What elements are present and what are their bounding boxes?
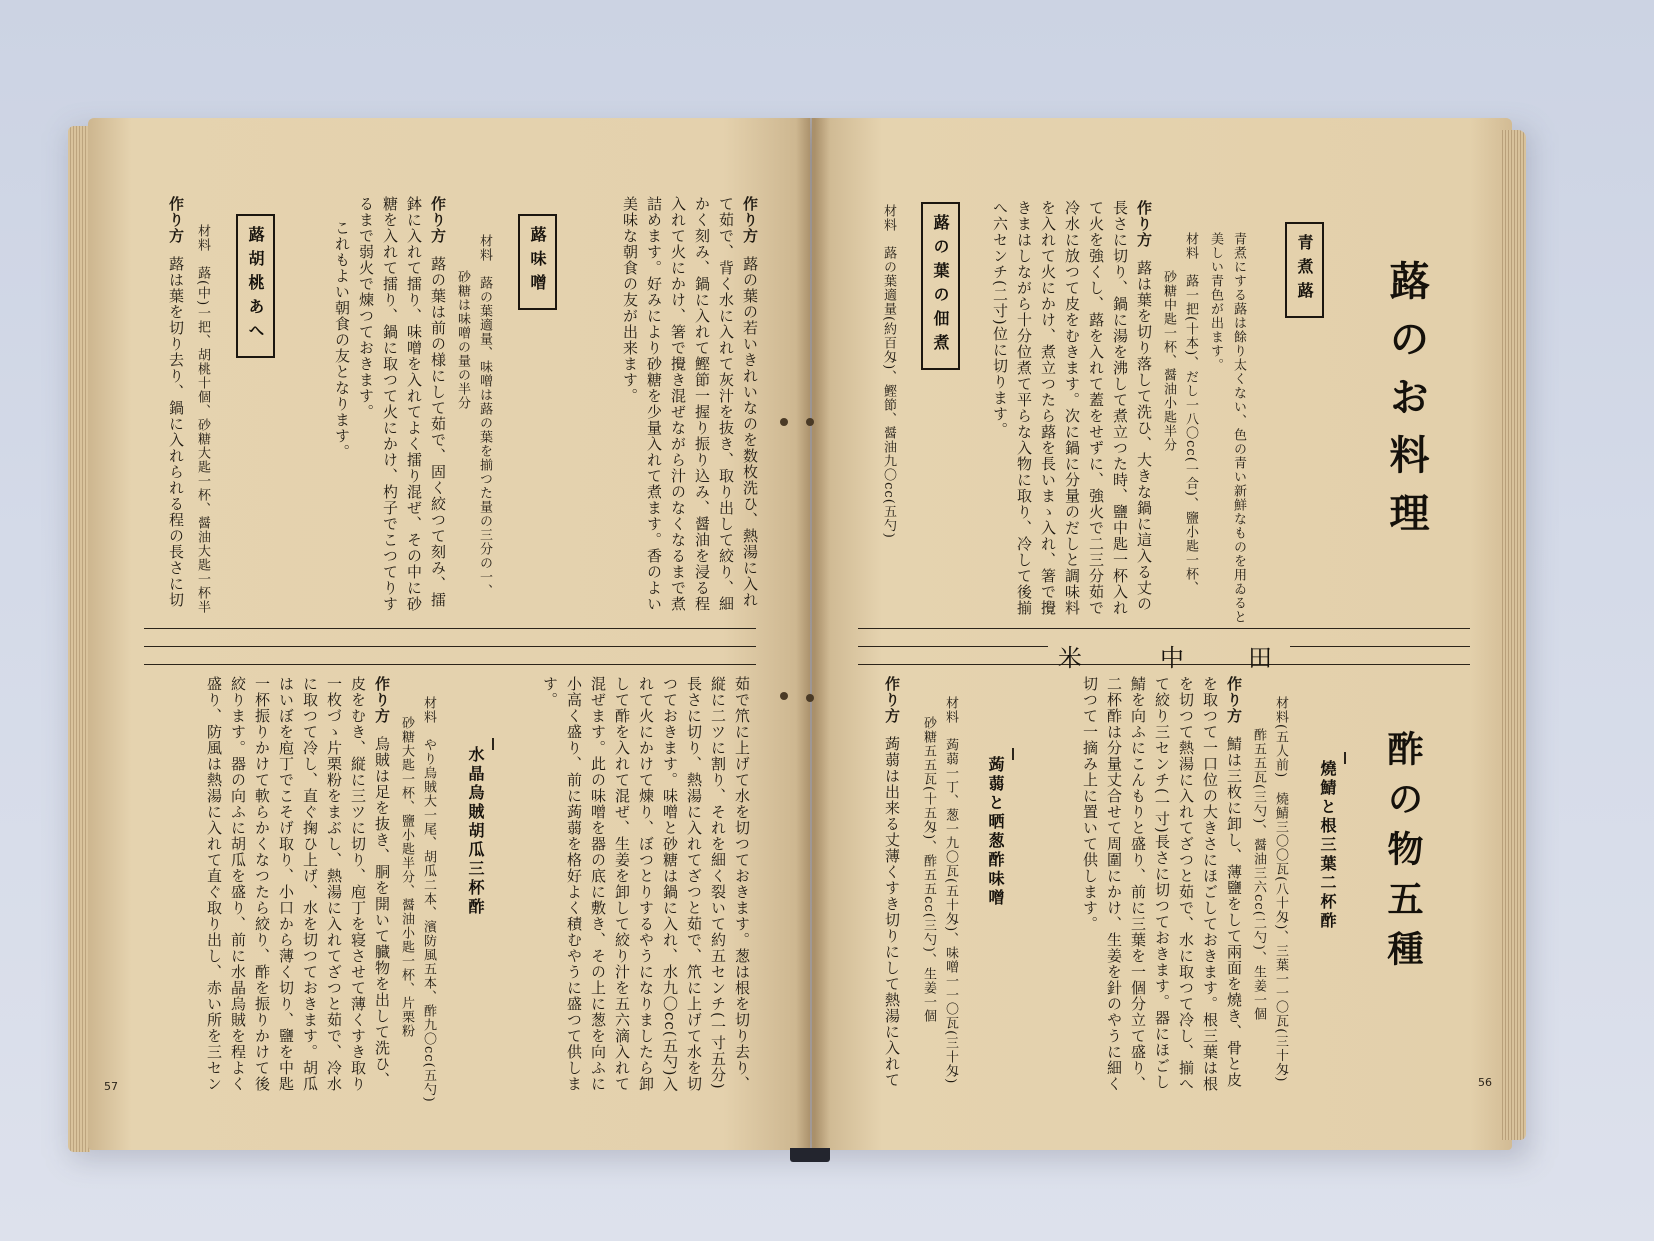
step-line: かく刻み、鍋に入れて鰹節一握り振り込み、醤油を浸る程 xyxy=(693,196,711,612)
step-line: 蕗は葉を切り落して洗ひ、大きな鍋に這入る丈の xyxy=(1135,260,1153,612)
step-line: 蕗の葉は前の様にして茹で、固く絞つて刻み、擂 xyxy=(429,256,447,608)
steps-label: 作り方 xyxy=(883,676,901,724)
steps-label: 作り方 xyxy=(373,676,391,724)
binding-hole xyxy=(806,694,814,702)
rule-line xyxy=(858,628,1470,629)
ingredients-line: 材料(五人前) 燒鯖三〇〇瓦(八十匁)、三葉一一〇瓦(三十匁) xyxy=(1273,696,1288,1083)
steps-label: 作り方 xyxy=(1135,200,1153,248)
step-line: 小高く盛り、前に蒟蒻を格好よく積むやうに盛つて供しま xyxy=(565,676,583,1092)
step-line: 切つて一摘み上に置いて供します。 xyxy=(1081,676,1099,932)
step-line: 烏賊は足を抜き、胴を開いて臓物を出して洗ひ、 xyxy=(373,736,391,1088)
step-line: 冷水に放つて皮をむきます。次に鍋に分量のだしと調味料 xyxy=(1063,200,1081,616)
step-line: 鉢に入れて擂り、味噌を入れてよく擂り混ぜ、その中に砂 xyxy=(405,196,423,612)
page-edges-left xyxy=(68,126,90,1152)
step-line: るまで弱火で煉つておきます。 xyxy=(357,196,375,420)
page-number: 57 xyxy=(104,1080,118,1093)
step-line: て絞り三センチ(一寸)長さに切つておきます。器にほごし xyxy=(1153,676,1171,1090)
section-title-tsukudani: 蕗の葉の佃煮 xyxy=(921,202,960,370)
step-line: 縦に二ツに割り、それを細く裂いて約五センチ(一寸五分) xyxy=(709,676,727,1090)
step-line: 盛り、防風は熱湯に入れて直ぐ取り出し、赤い所を三セン xyxy=(205,676,223,1092)
step-line: 蕗は葉を切り去り、鍋に入れられる程の長さに切 xyxy=(167,256,185,608)
section-title-aoni-fuki: 青煮蕗 xyxy=(1285,222,1324,318)
step-line: れて火にかけて煉り、ぼつとりするやうになりましたら卸 xyxy=(637,676,655,1092)
step-line: を入れて火にかけ、煮立つたら蕗を長いまゝ入れ、箸で攪 xyxy=(1039,200,1057,616)
step-line: 糖を入れて擂り、鍋に取つて火にかけ、杓子でこつてりす xyxy=(381,196,399,612)
book-gutter xyxy=(796,118,830,1150)
binding-hole xyxy=(806,418,814,426)
ingredients-line: 材料 やり烏賊大一尾、胡瓜二本、濱防風五本、酢九〇cc(五勺) xyxy=(421,696,436,1103)
step-line: す。 xyxy=(541,676,559,708)
page-number: 56 xyxy=(1478,1076,1492,1089)
intro-line: 美しい青色が出ます。 xyxy=(1208,232,1223,372)
step-line: 美味な朝食の友が出来ます。 xyxy=(621,196,639,404)
author-char: 米 xyxy=(1058,644,1082,672)
step-line: 皮をむき、縦に三ツに切り、庖丁を寝させて薄くすき取り xyxy=(349,676,367,1092)
step-line: へ六センチ(二寸)位に切ります。 xyxy=(991,200,1009,438)
step-line: て火を強くし、蕗を入れて蓋をせずに、強火で二三分茹で xyxy=(1087,200,1105,616)
ingredients-line: 材料 蕗の葉適量(約百匁)、鰹節、醤油九〇cc(五勺) xyxy=(881,204,896,539)
ingredients-line: 砂糖五五瓦(十五匁)、酢五五cc(三勺)、生姜一個 xyxy=(921,716,936,1023)
author-char: 中 xyxy=(1160,644,1184,672)
step-line: して酢を入れて混ぜ、生姜を卸して絞り汁を五六滴入れて xyxy=(613,676,631,1092)
rule-line xyxy=(144,646,756,647)
step-line: 混ぜます。此の味噌を器の底に敷き、その上に葱を向ふに xyxy=(589,676,607,1092)
rule-line xyxy=(144,628,756,629)
steps-label: 作り方 xyxy=(167,196,185,244)
rule-line xyxy=(144,664,756,665)
rule-line xyxy=(1290,646,1470,647)
ingredients-line: 材料 蕗一把(十本)、だし一八〇cc(一合)、鹽小匙一杯、 xyxy=(1183,232,1198,595)
main-title-top: 蕗のお料理 xyxy=(1383,260,1430,550)
step-line: 二杯酢は分量丈合せて周圍にかけ、生姜を針のやうに細く xyxy=(1105,676,1123,1092)
intro-line: 青煮にする蕗は餘り太くない、色の青い新鮮なものを用ゐると xyxy=(1231,232,1246,624)
section-title-konnyaku: 蒟蒻と晒葱酢味噌 xyxy=(986,756,1005,908)
step-line: つておきます。味噌と砂糖は鍋に入れ、水九〇cc(五勺)入 xyxy=(661,676,679,1093)
step-line: て茹で、背く水に入れて灰汁を抜き、取り出して絞り、細 xyxy=(717,196,735,612)
step-line: 詰めます。好みにより砂糖を少量入れて煮ます。香のよい xyxy=(645,196,663,612)
step-line: 入れて火にかけ、箸で攪き混ぜながら汁のなくなるまで煮 xyxy=(669,196,687,612)
step-line: きまはしながら十分位煮て平らな入物に取り、冷して後揃 xyxy=(1015,200,1033,616)
ingredients-line: 材料 蒟蒻一丁、葱一九〇瓦(五十匁)、味噌一一〇瓦(三十匁) xyxy=(943,696,958,1085)
step-line: に取つて冷し、直ぐ掬ひ上げ、水を切つておきます。胡瓜 xyxy=(301,676,319,1092)
section-title-fuki-miso: 蕗味噌 xyxy=(518,214,557,310)
step-line: を切つて熱湯に入れてざつと茹で、水に取つて冷し、揃へ xyxy=(1177,676,1195,1092)
step-line: 鯖は三枚に卸し、薄鹽をして兩面を燒き、骨と皮 xyxy=(1225,736,1243,1088)
page-edges-right xyxy=(1500,130,1526,1140)
step-line: を取つて一口位の大きさにほごしておきます。根三葉は根 xyxy=(1201,676,1219,1092)
ingredients-line: 材料 蕗の葉適量、味噌は蕗の葉を揃つた量の三分の一、 xyxy=(477,234,492,598)
ingredients-line: 材料 蕗(中)一把、胡桃十個、砂糖大匙一杯、醤油大匙一杯半 xyxy=(195,224,210,615)
author-char: 田 xyxy=(1248,644,1272,672)
section-title-suisho-ika: 水晶烏賊胡瓜三杯酢 xyxy=(466,746,485,917)
binding-hole xyxy=(780,692,788,700)
step-line: 長さに切り、熱湯に入れてざつと茹で、笊に上げて水を切 xyxy=(685,676,703,1092)
binding-hole xyxy=(780,418,788,426)
step-line: 鯖を向ふにこんもりと盛り、前に三葉を一個分立て盛り、 xyxy=(1129,676,1147,1092)
ingredients-line: 酢五五瓦(三勺)、醤油三六cc(二勺)、生姜一個 xyxy=(1251,728,1266,1021)
step-line: 一杯振りかけて軟らかくなつたら絞り、酢を振りかけて後 xyxy=(253,676,271,1092)
section-title-kurumi-ae: 蕗胡桃あへ xyxy=(236,214,275,358)
section-title-yakisaba: 燒鯖と根三葉二杯酢 xyxy=(1318,760,1337,931)
ingredients-line: 砂糖は味噌の量の半分 xyxy=(455,270,470,410)
main-title-bottom: 酢の物五種 xyxy=(1382,730,1424,980)
steps-label: 作り方 xyxy=(1225,676,1243,724)
step-line: 蒟蒻は出来る丈薄くすき切りにして熱湯に入れて xyxy=(883,736,901,1088)
ingredients-line: 砂糖中匙一杯、醤油小匙半分 xyxy=(1161,270,1176,452)
step-line: 一枚づゝ片栗粉をまぶし、熱湯に入れてざつと茹で、冷水 xyxy=(325,676,343,1092)
ingredients-line: 砂糖大匙一杯、鹽小匙半分、醤油小匙一杯、片栗粉 xyxy=(399,716,414,1038)
step-line: 絞ります。器の向ふに胡瓜を盛り、前に水晶烏賊を程よく xyxy=(229,676,247,1092)
steps-label: 作り方 xyxy=(741,196,759,244)
spine-band xyxy=(790,1148,830,1162)
step-line: 茹で笊に上げて水を切つておきます。葱は根を切り去り、 xyxy=(733,676,751,1092)
rule-line xyxy=(858,646,1048,647)
step-line: はいぼを庖丁でこそげ取り、小口から薄く切り、鹽を中匙 xyxy=(277,676,295,1092)
step-line: 長さに切り、鍋に湯を沸して煮立つた時、鹽中匙一杯入れ xyxy=(1111,200,1129,616)
step-line: 蕗の葉の若いきれいなのを数枚洗ひ、熱湯に入れ xyxy=(741,256,759,608)
step-line: これもよい朝食の友となります。 xyxy=(333,220,351,460)
steps-label: 作り方 xyxy=(429,196,447,244)
